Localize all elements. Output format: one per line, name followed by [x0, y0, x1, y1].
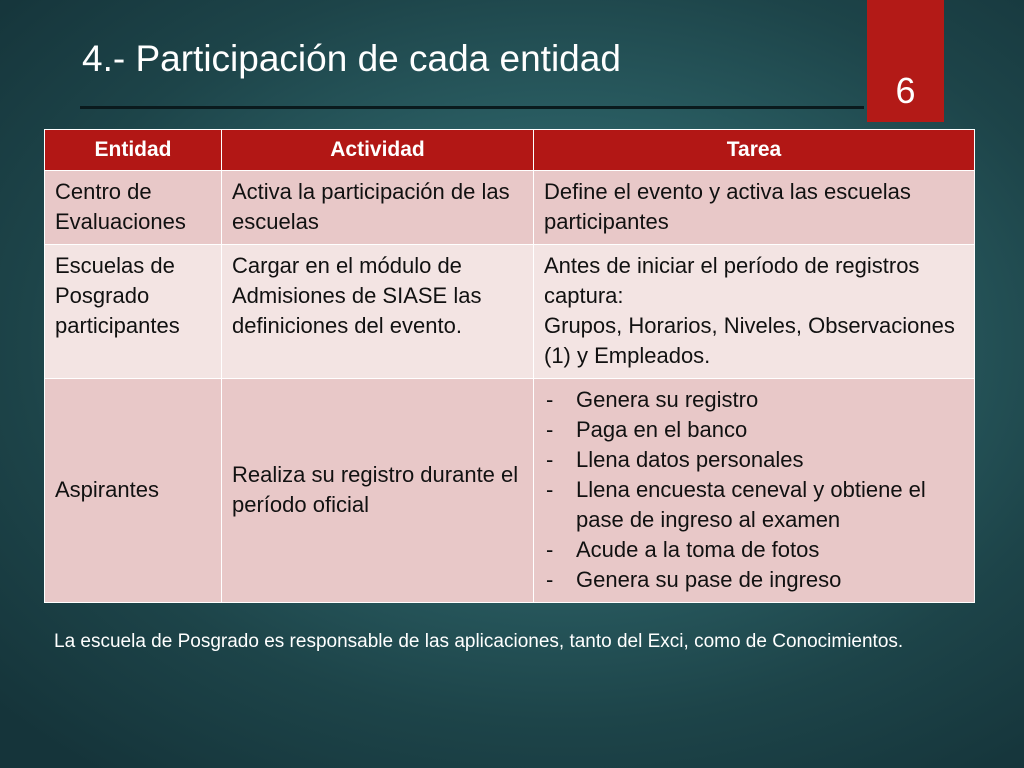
list-item — [544, 535, 964, 565]
list-item — [544, 385, 964, 415]
list-item-text: Llena datos personales — [576, 447, 804, 472]
table-row — [45, 379, 975, 603]
page-number-badge — [867, 0, 944, 122]
table-header-row — [45, 130, 975, 171]
table-row — [45, 245, 975, 379]
dash-bullet: - — [546, 477, 554, 502]
list-item — [544, 445, 964, 475]
page-number: 6 — [895, 70, 916, 111]
slide-title: 4.- Participación de cada entidad — [82, 38, 621, 79]
header-actividad: Actividad — [222, 130, 534, 171]
list-item — [544, 475, 964, 535]
list-item-text: Genera su pase de ingreso — [576, 567, 842, 592]
cell-entidad: Escuelas de Posgrado participantes — [45, 245, 222, 379]
cell-tarea — [534, 379, 975, 603]
cell-actividad: Activa la participación de las escuelas — [222, 171, 534, 245]
cell-actividad: Realiza su registro durante el período oficial — [222, 379, 534, 603]
dash-bullet: - — [546, 567, 554, 592]
dash-bullet: - — [546, 447, 554, 472]
title-underline — [80, 106, 864, 109]
participation-table — [44, 129, 975, 603]
header-tarea: Tarea — [534, 130, 975, 171]
header-entidad: Entidad — [45, 130, 222, 171]
list-item — [544, 415, 964, 445]
table-row — [45, 171, 975, 245]
tarea-line: Antes de iniciar el período de registros captura: — [544, 253, 920, 308]
cell-tarea — [534, 245, 975, 379]
tarea-line: Grupos, Horarios, Niveles, Observaciones (1) y Empleados. — [544, 313, 955, 368]
list-item-text: Genera su registro — [576, 387, 759, 412]
dash-bullet: - — [546, 387, 554, 412]
dash-bullet: - — [546, 417, 554, 442]
tarea-list — [544, 385, 964, 595]
cell-tarea: Define el evento y activa las escuelas participantes — [534, 171, 975, 245]
list-item — [544, 565, 964, 595]
cell-entidad: Centro de Evaluaciones — [45, 171, 222, 245]
list-item-text: Acude a la toma de fotos — [576, 537, 820, 562]
cell-actividad: Cargar en el módulo de Admisiones de SIASE las definiciones del evento. — [222, 245, 534, 379]
list-item-text: Paga en el banco — [576, 417, 748, 442]
cell-entidad: Aspirantes — [45, 379, 222, 603]
footnote-text: La escuela de Posgrado es responsable de las aplicaciones, tanto del Exci, como de Conocimientos. — [54, 631, 904, 652]
list-item-text: Llena encuesta ceneval y obtiene el pase de ingreso al examen — [576, 477, 926, 532]
dash-bullet: - — [546, 537, 554, 562]
